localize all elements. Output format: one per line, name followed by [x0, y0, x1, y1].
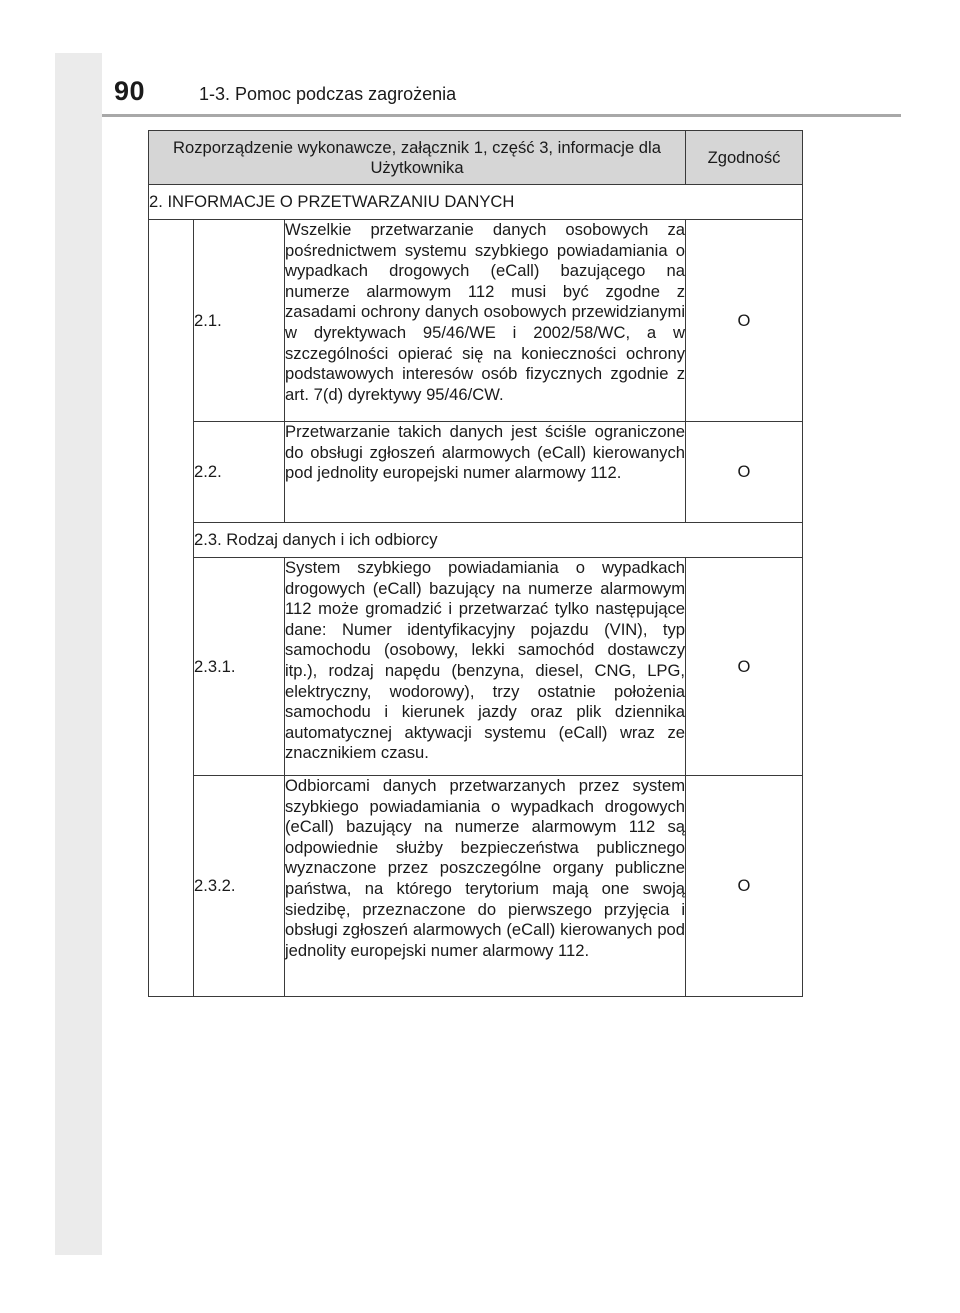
row-text: Odbiorcami danych przetwarzanych przez system szybkiego powiadamiania o wypadkach drogowych (eCall) bazujący na numerze alarmowym 112 są odpowiednie służby bezpieczeństwa publicznego wyznaczone przez poszczególne organy publiczne państwa, na którego terytorium mają one swoją siedzibę, przeznaczone do pierwszego przyjęcia i obsługi zgłoszeń alarmowych (eCall) kierowanych pod jednolity europejski numer alarmowy 112.: [285, 776, 686, 997]
table-row: [149, 422, 803, 523]
table-row: [149, 220, 803, 422]
row-number: 2.3.1.: [194, 558, 285, 776]
section-row: [149, 185, 803, 220]
indent-cell: [149, 220, 194, 997]
row-number: 2.3.2.: [194, 776, 285, 997]
row-compliance: O: [686, 220, 803, 422]
subsection-heading: 2.3. Rodzaj danych i ich odbiorcy: [194, 523, 803, 558]
table-header-regulation: Rozporządzenie wykonawcze, załącznik 1, część 3, informacje dla Użytkownika: [149, 131, 686, 185]
row-number: 2.1.: [194, 220, 285, 422]
row-number: 2.2.: [194, 422, 285, 523]
section-heading: 2. INFORMACJE O PRZETWARZANIU DANYCH: [149, 185, 803, 220]
section-title: 1-3. Pomoc podczas zagrożenia: [199, 84, 457, 104]
table-row: [149, 558, 803, 776]
page-side-tab: [55, 53, 102, 1255]
regulation-table: [148, 130, 803, 997]
header-divider: [102, 114, 901, 117]
row-compliance: O: [686, 558, 803, 776]
page-number: 90: [114, 76, 146, 106]
row-compliance: O: [686, 776, 803, 997]
row-text: Przetwarzanie takich danych jest ściśle ograniczone do obsługi zgłoszeń alarmowych (eCall) kierowanych pod jednolity europejski numer alarmowy 112.: [285, 422, 686, 523]
row-text: Wszelkie przetwarzanie danych osobowych za pośrednictwem systemu szybkiego powiadamiania o wypadkach drogowych (eCall) bazującego na numerze alarmowym 112 musi być zgodne z zasadami ochrony danych osobowych przewidzianymi w dyrektywach 95/46/WE i 2002/58/WC, a w szczególności opierać się na konieczności ochrony podstawowych interesów osób fizycznych zgodnie z art. 7(d) dyrektywy 95/46/CW.: [285, 220, 686, 422]
row-compliance: O: [686, 422, 803, 523]
table-header-row: [149, 131, 803, 185]
subsection-row: [149, 523, 803, 558]
table-header-compliance: Zgodność: [686, 131, 803, 185]
table-row: [149, 776, 803, 997]
row-text: System szybkiego powiadamiania o wypadkach drogowych (eCall) bazujący na numerze alarmowym 112 może gromadzić i przetwarzać tylko następujące dane: Numer identyfikacyjny pojazdu (VIN), typ samochodu (osobowy, lekki samochód dostawczy itp.), rodzaj napędu (benzyna, diesel, CNG, LPG, elektryczny, wodorowy), trzy ostatnie położenia samochodu i kierunek jazdy oraz plik dziennika automatycznej aktywacji systemu (eCall) wraz ze znacznikiem czasu.: [285, 558, 686, 776]
